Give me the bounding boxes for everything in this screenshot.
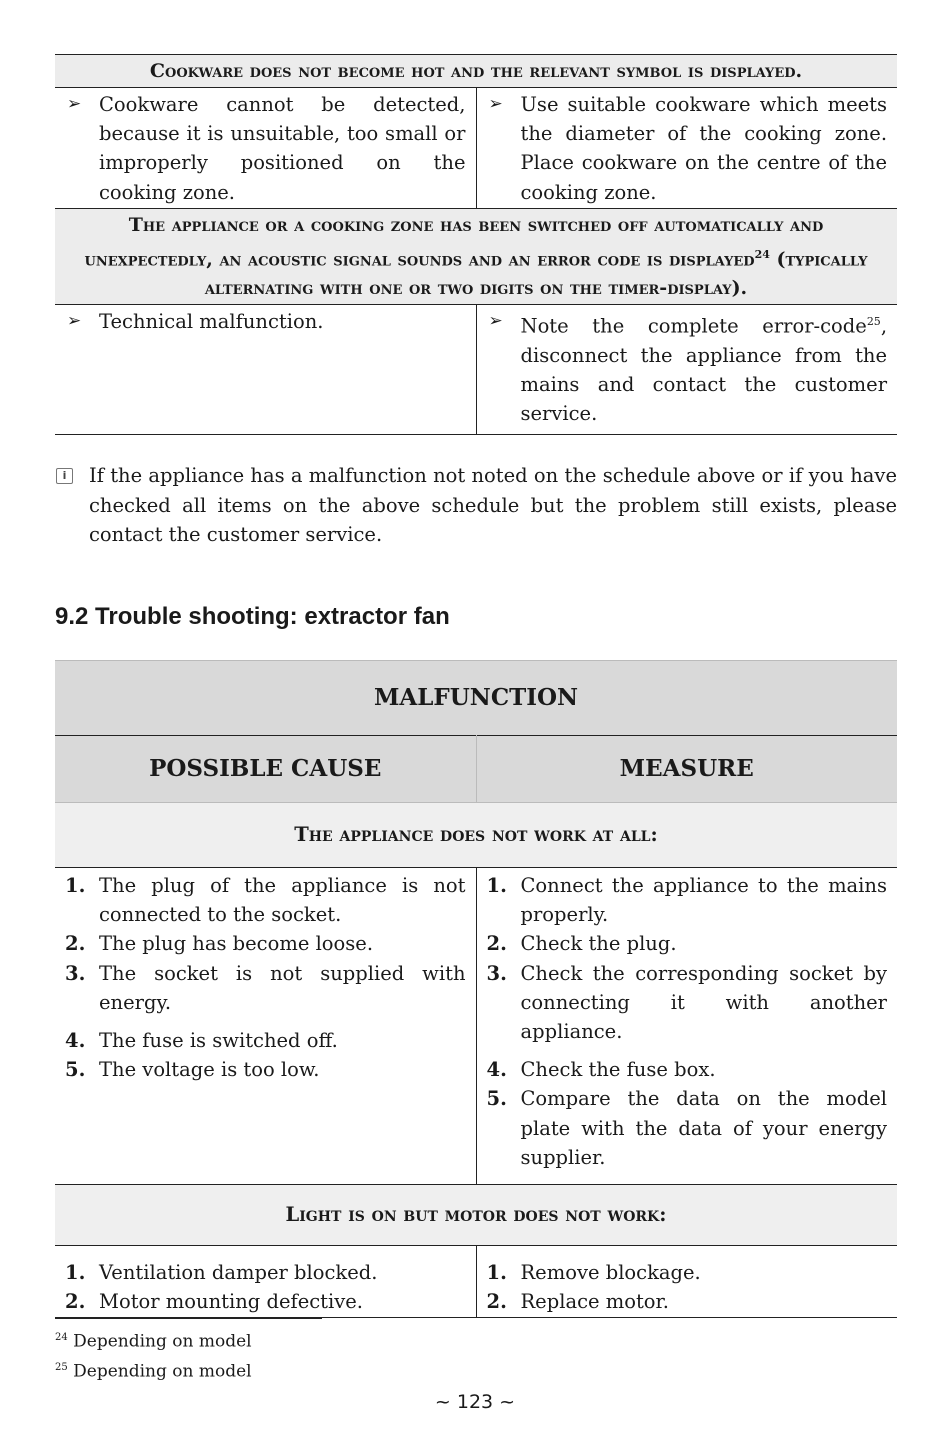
measure-text: Use suitable cookware which meets the diameter of the cooking zone. Place cookware on the centre of the cooking zone.: [520, 93, 888, 204]
causes-list: [55, 1245, 476, 1317]
footnote-25: $^{25}$ Depending on model: [55, 1361, 252, 1382]
arrow-bullet-icon: ➢: [67, 311, 82, 332]
troubleshooting-table-extractor: [55, 660, 897, 1318]
section-title: 9.2 Trouble shooting: extractor fan: [55, 602, 450, 630]
cause-text: Technical malfunction.: [99, 310, 324, 334]
page: [55, 54, 897, 1318]
measure-header: MEASURE: [476, 735, 897, 802]
list-item: 2. Check the plug.: [486, 932, 677, 956]
table-header-switched-off: The appliance or a cooking zone has been switched off automatically and unexpectedly, an acoustic signal sounds and an error code is displayed$^{24}$ (typically alternating with one or two digits on the timer-display).: [55, 208, 897, 304]
footnotes: [55, 1318, 897, 1384]
troubleshooting-table-hob: [55, 54, 897, 435]
cause-cell: [55, 305, 476, 435]
malfunction-header: MALFUNCTION: [55, 660, 897, 735]
table-header-cookware-not-hot: Cookware does not become hot and the relevant symbol is displayed.: [55, 55, 897, 88]
measure-cell: ➢ Note the complete error-code$^{25}$, disconnect the appliance from the mains and contact the customer service.: [476, 305, 897, 435]
list-item: 2. Replace motor.: [486, 1290, 669, 1314]
cause-text: Cookware cannot be detected, because it is unsuitable, too small or improperly positioned on the cooking zone.: [99, 93, 466, 204]
footnote-divider: [55, 1318, 322, 1319]
group-header-light-on: Light is on but motor does not work:: [55, 1184, 897, 1245]
list-item: 4. The fuse is switched off.: [65, 1028, 338, 1052]
measures-list: [476, 867, 897, 1184]
list-item: 1. Remove blockage.: [486, 1260, 701, 1284]
info-icon: i: [56, 468, 73, 484]
list-item: 5. Compare the data on the model plate with the data of your energy supplier.: [486, 1087, 887, 1169]
page-number: ~ 123 ~: [434, 1391, 516, 1413]
list-item: 2. Motor mounting defective.: [65, 1290, 363, 1314]
footnote-24: $^{24}$ Depending on model: [55, 1331, 252, 1352]
group-header-not-work: The appliance does not work at all:: [55, 802, 897, 867]
info-note-text: If the appliance has a malfunction not noted on the schedule above or if you have checked all items on the above schedule but the problem still exists, please contact the customer service.: [89, 464, 897, 547]
list-item: 1. The plug of the appliance is not connected to the socket.: [65, 873, 466, 927]
list-item: 3. Check the corresponding socket by connecting it with another appliance.: [486, 961, 887, 1043]
info-note: [55, 461, 897, 550]
measures-list: [476, 1245, 897, 1317]
arrow-bullet-icon: ➢: [488, 94, 503, 114]
list-item: 5. The voltage is too low.: [65, 1058, 320, 1082]
list-item: 2. The plug has become loose.: [65, 932, 374, 956]
measure-cell: [476, 88, 897, 209]
list-item: 1. Connect the appliance to the mains properly.: [486, 873, 887, 927]
possible-cause-header: POSSIBLE CAUSE: [55, 735, 476, 802]
list-item: 1. Ventilation damper blocked.: [65, 1260, 378, 1284]
arrow-bullet-icon: ➢: [488, 311, 503, 332]
causes-list: [55, 867, 476, 1184]
list-item: 4. Check the fuse box.: [486, 1058, 716, 1082]
list-item: 3. The socket is not supplied with energy.: [65, 961, 466, 1014]
arrow-bullet-icon: ➢: [67, 94, 82, 114]
cause-cell: [55, 88, 476, 209]
